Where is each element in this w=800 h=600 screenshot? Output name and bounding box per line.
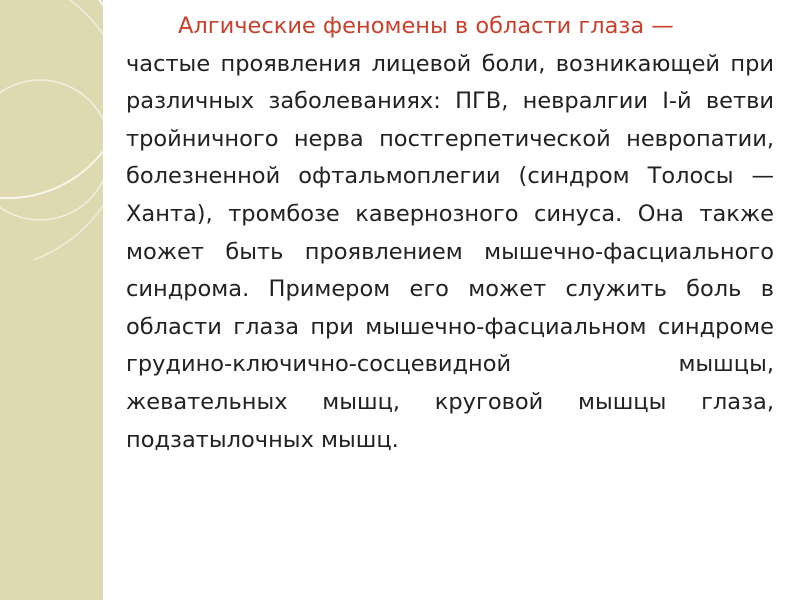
- slide-text: [126, 8, 774, 459]
- slide-heading: Алгические феномены в области глаза —: [178, 13, 674, 39]
- slide-body: частые проявления лицевой боли, возникающей при различных заболеваниях: ПГВ, невралгии I-й ветви тройничного нерва постгерпетической невропатии, болезненной офтальмоплегии (синдром Толосы — Ханта), тромбозе кавернозного синуса. Она также может быть проявлением мышечно-фасциального синдрома. Примером его может служить боль в области глаза при мышечно-фасциальном синдроме грудино-ключично-сосцевидной мышцы, жевательных мышц, круговой мышцы глаза, подзатылочных мышц.: [126, 50, 774, 453]
- slide-heading-line: [126, 8, 774, 46]
